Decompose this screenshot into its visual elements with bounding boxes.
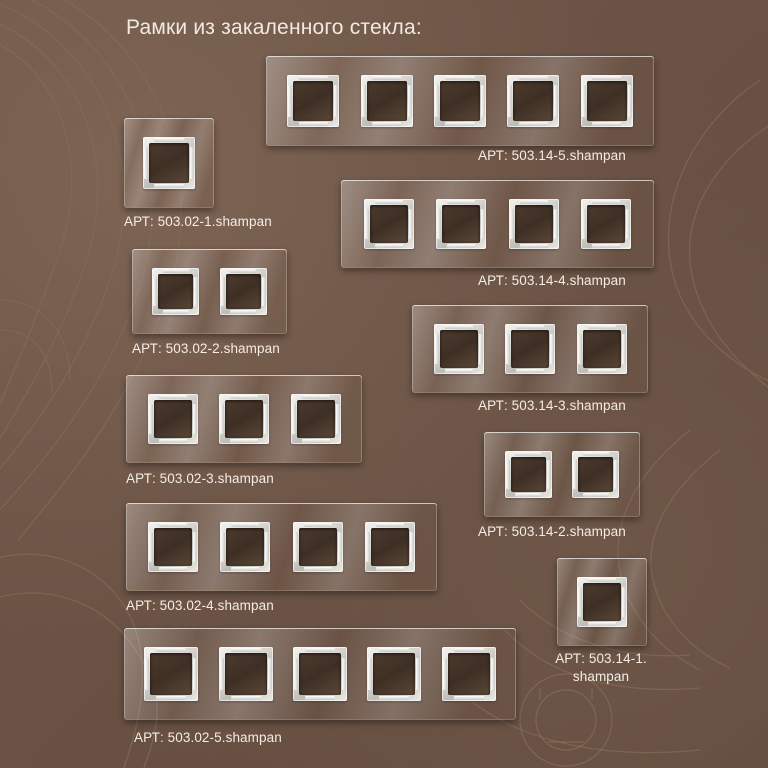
clip-top	[379, 648, 409, 652]
article-caption-503-02-4: АРТ: 503.02-4.shampan	[126, 598, 274, 613]
glass-frame-503-14-4[interactable]	[341, 180, 654, 268]
clip-left	[506, 460, 510, 488]
frame-aperture	[299, 653, 341, 695]
frame-aperture	[226, 274, 261, 309]
frame-insert	[507, 75, 559, 127]
frame-insert	[220, 268, 267, 315]
clip-left	[220, 658, 224, 690]
frame-aperture	[150, 653, 192, 695]
article-caption-503-14-1: АРТ: 503.14-1. shampan	[555, 651, 647, 685]
frame-insert	[364, 199, 414, 249]
clip-top	[231, 523, 259, 527]
frame-insert	[287, 75, 339, 127]
glass-frame-503-02-2[interactable]	[132, 249, 287, 334]
clip-top	[445, 325, 473, 329]
frame-aperture	[158, 274, 193, 309]
clip-right	[408, 85, 412, 116]
clip-top	[588, 325, 616, 329]
clip-right	[264, 404, 268, 434]
clip-right	[268, 658, 272, 690]
clip-right	[622, 334, 626, 364]
clip-right	[190, 147, 194, 178]
frame-aperture	[578, 457, 613, 492]
clip-right	[622, 587, 626, 617]
clip-left	[437, 209, 441, 239]
frame-insert	[361, 75, 413, 127]
clip-right	[193, 532, 197, 562]
clip-right	[554, 209, 558, 239]
glass-frame-503-14-1[interactable]	[557, 558, 647, 646]
clip-right	[491, 658, 495, 690]
clip-bottom	[379, 696, 409, 700]
frame-aperture	[583, 330, 621, 368]
clip-top	[372, 76, 401, 80]
glass-frame-503-02-5[interactable]	[124, 628, 516, 720]
frame-insert	[434, 75, 486, 127]
clip-bottom	[302, 439, 330, 443]
clip-left	[288, 85, 292, 116]
clip-top	[592, 76, 621, 80]
clip-right	[410, 532, 414, 562]
clip-left	[294, 658, 298, 690]
clip-left	[149, 532, 153, 562]
glass-frame-503-14-3[interactable]	[412, 305, 648, 393]
frame-insert	[143, 137, 195, 189]
clip-top	[445, 76, 474, 80]
clip-bottom	[231, 696, 261, 700]
clip-bottom	[592, 122, 621, 126]
frame-insert	[293, 522, 343, 572]
glass-frame-503-02-1[interactable]	[124, 118, 214, 208]
clip-bottom	[445, 122, 474, 126]
frame-insert	[577, 324, 627, 374]
clip-left	[362, 85, 366, 116]
frame-insert	[219, 394, 269, 444]
clip-left	[435, 85, 439, 116]
clip-bottom	[230, 310, 256, 314]
frame-insert	[436, 199, 486, 249]
frame-aperture	[293, 81, 333, 121]
frame-aperture	[226, 528, 264, 566]
clip-top	[156, 648, 186, 652]
clip-bottom	[583, 493, 609, 497]
clip-left	[294, 532, 298, 562]
clip-top	[520, 200, 548, 204]
frame-insert	[148, 522, 198, 572]
clip-left	[366, 532, 370, 562]
frame-aperture	[373, 653, 415, 695]
clip-bottom	[375, 244, 403, 248]
frame-aperture	[583, 583, 621, 621]
clip-top	[592, 200, 620, 204]
frame-aperture	[440, 81, 480, 121]
frame-aperture	[154, 528, 192, 566]
clip-top	[447, 200, 475, 204]
clip-left	[510, 209, 514, 239]
article-caption-503-02-5: АРТ: 503.02-5.shampan	[134, 730, 282, 745]
clip-top	[231, 648, 261, 652]
frame-insert	[152, 268, 199, 315]
clip-bottom	[156, 696, 186, 700]
clip-top	[375, 200, 403, 204]
frame-aperture	[225, 653, 267, 695]
frame-aperture	[511, 330, 549, 368]
frame-aperture	[511, 457, 546, 492]
clip-left	[578, 587, 582, 617]
clip-top	[583, 452, 609, 456]
clip-top	[159, 395, 187, 399]
clip-left	[365, 209, 369, 239]
frame-insert	[581, 199, 631, 249]
frame-insert	[509, 199, 559, 249]
article-caption-503-14-3: АРТ: 503.14-3.shampan	[478, 398, 626, 413]
clip-left	[443, 658, 447, 690]
frame-insert	[291, 394, 341, 444]
clip-right	[416, 658, 420, 690]
frame-insert	[577, 577, 627, 627]
frame-aperture	[448, 653, 490, 695]
clip-right	[554, 85, 558, 116]
glass-frame-503-14-5[interactable]	[266, 56, 654, 146]
clip-top	[516, 325, 544, 329]
page-title: Рамки из закаленного стекла:	[126, 16, 422, 39]
clip-bottom	[230, 439, 258, 443]
clip-bottom	[588, 369, 616, 373]
clip-right	[626, 209, 630, 239]
clip-left	[145, 658, 149, 690]
clip-top	[299, 76, 328, 80]
clip-right	[479, 334, 483, 364]
frame-insert	[219, 647, 273, 701]
clip-top	[454, 648, 484, 652]
clip-bottom	[520, 244, 548, 248]
clip-right	[338, 532, 342, 562]
frame-insert	[442, 647, 496, 701]
clip-left	[573, 460, 577, 488]
clip-top	[154, 138, 183, 142]
frame-aperture	[587, 205, 625, 243]
clip-bottom	[154, 184, 183, 188]
clip-left	[292, 404, 296, 434]
clip-bottom	[447, 244, 475, 248]
frame-aperture	[299, 528, 337, 566]
article-caption-503-02-2: АРТ: 503.02-2.shampan	[132, 341, 280, 356]
frame-aperture	[149, 143, 189, 183]
clip-right	[628, 85, 632, 116]
clip-bottom	[519, 122, 548, 126]
clip-left	[221, 532, 225, 562]
frame-insert	[293, 647, 347, 701]
frame-aperture	[370, 205, 408, 243]
clip-top	[302, 395, 330, 399]
clip-bottom	[305, 696, 335, 700]
frame-insert	[581, 75, 633, 127]
clip-right	[550, 334, 554, 364]
clip-top	[159, 523, 187, 527]
clip-top	[305, 648, 335, 652]
clip-right	[614, 460, 618, 488]
clip-left	[435, 334, 439, 364]
frame-insert	[505, 324, 555, 374]
clip-right	[265, 532, 269, 562]
frame-aperture	[297, 400, 335, 438]
glass-frame-503-02-4[interactable]	[126, 503, 437, 591]
clip-left	[149, 404, 153, 434]
article-caption-503-14-4: АРТ: 503.14-4.shampan	[478, 273, 626, 288]
article-caption-503-02-1: АРТ: 503.02-1.shampan	[124, 214, 272, 229]
clip-top	[230, 269, 256, 273]
frame-insert	[367, 647, 421, 701]
clip-left	[578, 334, 582, 364]
frame-aperture	[513, 81, 553, 121]
clip-bottom	[372, 122, 401, 126]
clip-top	[376, 523, 404, 527]
clip-right	[193, 404, 197, 434]
glass-frame-503-14-2[interactable]	[484, 432, 640, 517]
frame-insert	[365, 522, 415, 572]
clip-right	[342, 658, 346, 690]
clip-bottom	[445, 369, 473, 373]
frame-insert	[434, 324, 484, 374]
clip-left	[153, 277, 157, 305]
article-caption-503-14-5: АРТ: 503.14-5.shampan	[478, 148, 626, 163]
clip-left	[582, 209, 586, 239]
clip-bottom	[159, 439, 187, 443]
clip-bottom	[592, 244, 620, 248]
clip-top	[230, 395, 258, 399]
clip-right	[481, 85, 485, 116]
frame-insert	[144, 647, 198, 701]
clip-left	[368, 658, 372, 690]
clip-bottom	[454, 696, 484, 700]
clip-top	[304, 523, 332, 527]
clip-left	[144, 147, 148, 178]
clip-bottom	[159, 567, 187, 571]
frame-aperture	[371, 528, 409, 566]
frame-aperture	[225, 400, 263, 438]
clip-bottom	[299, 122, 328, 126]
frame-aperture	[442, 205, 480, 243]
frame-aperture	[440, 330, 478, 368]
clip-right	[262, 277, 266, 305]
clip-right	[194, 277, 198, 305]
clip-right	[481, 209, 485, 239]
clip-left	[220, 404, 224, 434]
frame-aperture	[515, 205, 553, 243]
clip-bottom	[163, 310, 189, 314]
clip-top	[519, 76, 548, 80]
clip-top	[588, 578, 616, 582]
article-caption-503-14-2: АРТ: 503.14-2.shampan	[478, 524, 626, 539]
clip-top	[515, 452, 541, 456]
clip-left	[508, 85, 512, 116]
clip-right	[334, 85, 338, 116]
article-caption-503-02-3: АРТ: 503.02-3.shampan	[126, 471, 274, 486]
frame-insert	[220, 522, 270, 572]
frame-aperture	[154, 400, 192, 438]
frame-aperture	[367, 81, 407, 121]
clip-right	[409, 209, 413, 239]
clip-right	[193, 658, 197, 690]
frame-insert	[505, 451, 552, 498]
clip-bottom	[516, 369, 544, 373]
clip-left	[221, 277, 225, 305]
clip-top	[163, 269, 189, 273]
clip-bottom	[304, 567, 332, 571]
frame-aperture	[587, 81, 627, 121]
glass-frame-503-02-3[interactable]	[126, 375, 362, 463]
frame-insert	[572, 451, 619, 498]
clip-bottom	[515, 493, 541, 497]
frame-insert	[148, 394, 198, 444]
clip-bottom	[376, 567, 404, 571]
clip-bottom	[231, 567, 259, 571]
clip-right	[547, 460, 551, 488]
clip-left	[582, 85, 586, 116]
clip-left	[506, 334, 510, 364]
clip-right	[336, 404, 340, 434]
clip-bottom	[588, 622, 616, 626]
